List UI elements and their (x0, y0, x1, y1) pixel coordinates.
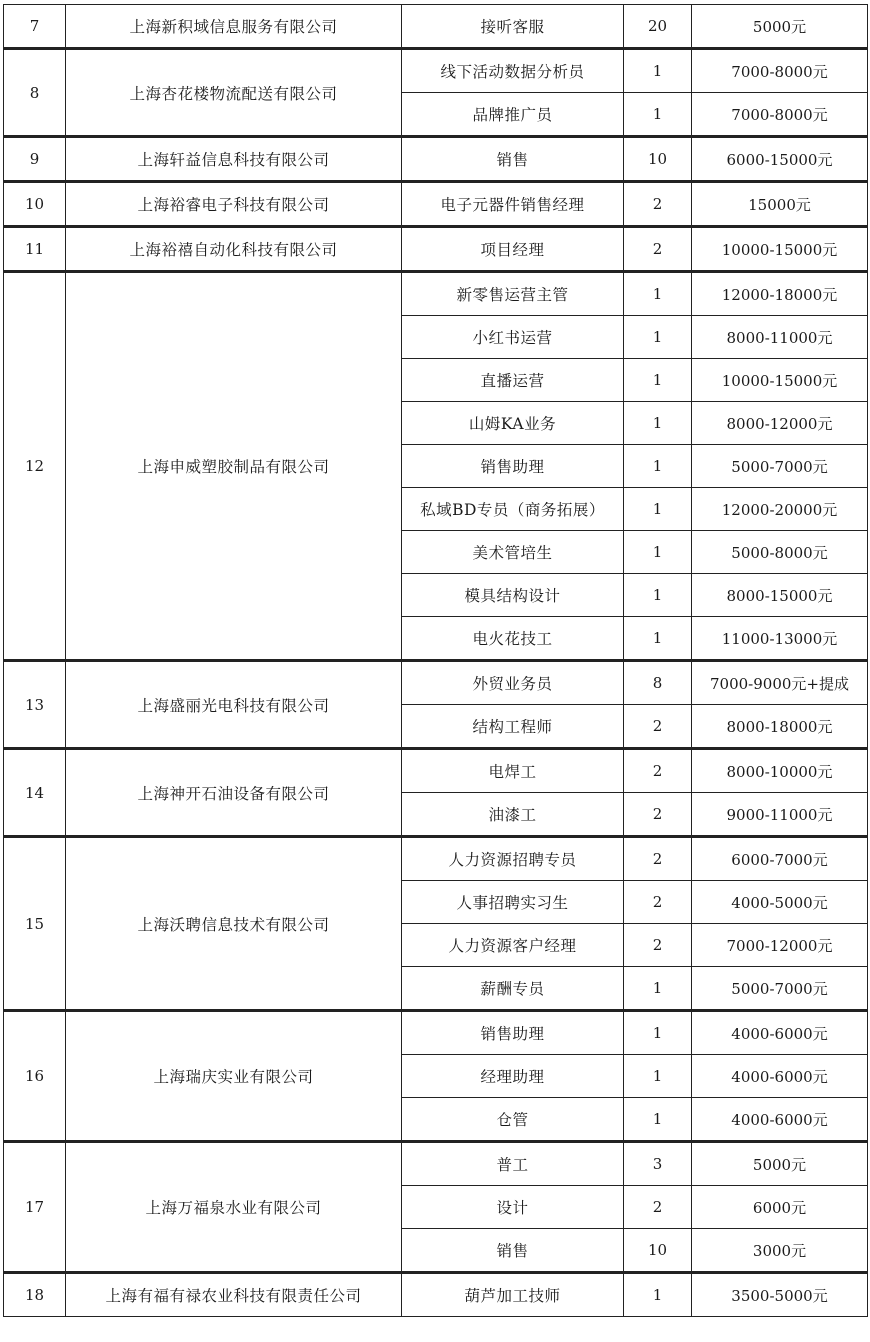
row-number: 8 (4, 49, 66, 137)
company-name: 上海沃聘信息技术有限公司 (66, 837, 402, 1011)
job-position: 人力资源招聘专员 (402, 837, 624, 881)
table-row (4, 137, 868, 182)
company-name: 上海轩益信息科技有限公司 (66, 137, 402, 182)
job-position: 新零售运营主管 (402, 272, 624, 316)
table-row (4, 5, 868, 49)
table-row (4, 1011, 868, 1055)
job-position: 线下活动数据分析员 (402, 49, 624, 93)
company-group (4, 837, 868, 1011)
company-group (4, 1011, 868, 1142)
job-headcount: 2 (624, 1186, 692, 1229)
row-number: 16 (4, 1011, 66, 1142)
job-salary: 12000-20000元 (692, 488, 868, 531)
table-row (4, 49, 868, 93)
company-group (4, 49, 868, 137)
row-number: 9 (4, 137, 66, 182)
job-headcount: 1 (624, 967, 692, 1011)
row-number: 12 (4, 272, 66, 661)
company-group (4, 227, 868, 272)
job-position: 销售 (402, 137, 624, 182)
job-headcount: 2 (624, 749, 692, 793)
job-salary: 10000-15000元 (692, 359, 868, 402)
job-salary: 12000-18000元 (692, 272, 868, 316)
row-number: 15 (4, 837, 66, 1011)
job-salary: 7000-8000元 (692, 93, 868, 137)
job-headcount: 1 (624, 617, 692, 661)
job-headcount: 2 (624, 705, 692, 749)
job-headcount: 1 (624, 272, 692, 316)
job-salary: 3500-5000元 (692, 1273, 868, 1317)
job-position: 人事招聘实习生 (402, 881, 624, 924)
job-salary: 5000-7000元 (692, 445, 868, 488)
job-position: 普工 (402, 1142, 624, 1186)
company-group (4, 749, 868, 837)
job-salary: 8000-15000元 (692, 574, 868, 617)
job-headcount: 2 (624, 837, 692, 881)
company-group (4, 1142, 868, 1273)
recruitment-table (3, 4, 868, 1317)
table-row (4, 227, 868, 272)
table-row (4, 182, 868, 227)
job-position: 直播运营 (402, 359, 624, 402)
job-salary: 4000-6000元 (692, 1055, 868, 1098)
table-row (4, 1142, 868, 1186)
row-number: 17 (4, 1142, 66, 1273)
job-salary: 4000-6000元 (692, 1011, 868, 1055)
job-salary: 15000元 (692, 182, 868, 227)
company-group (4, 5, 868, 49)
job-headcount: 8 (624, 661, 692, 705)
job-headcount: 2 (624, 881, 692, 924)
job-position: 销售助理 (402, 445, 624, 488)
job-salary: 11000-13000元 (692, 617, 868, 661)
job-salary: 6000-15000元 (692, 137, 868, 182)
job-salary: 3000元 (692, 1229, 868, 1273)
row-number: 7 (4, 5, 66, 49)
company-name: 上海万福泉水业有限公司 (66, 1142, 402, 1273)
job-headcount: 1 (624, 1098, 692, 1142)
job-position: 品牌推广员 (402, 93, 624, 137)
job-salary: 5000-8000元 (692, 531, 868, 574)
job-headcount: 10 (624, 1229, 692, 1273)
job-salary: 5000元 (692, 1142, 868, 1186)
job-position: 美术管培生 (402, 531, 624, 574)
job-position: 葫芦加工技师 (402, 1273, 624, 1317)
row-number: 18 (4, 1273, 66, 1317)
job-position: 销售 (402, 1229, 624, 1273)
job-salary: 7000-9000元+提成 (692, 661, 868, 705)
job-position: 结构工程师 (402, 705, 624, 749)
job-position: 私域BD专员（商务拓展） (402, 488, 624, 531)
job-headcount: 2 (624, 793, 692, 837)
job-position: 薪酬专员 (402, 967, 624, 1011)
table-row (4, 837, 868, 881)
job-headcount: 1 (624, 359, 692, 402)
job-position: 模具结构设计 (402, 574, 624, 617)
table-row (4, 1273, 868, 1317)
company-group (4, 272, 868, 661)
table-row (4, 749, 868, 793)
job-salary: 9000-11000元 (692, 793, 868, 837)
job-headcount: 1 (624, 316, 692, 359)
job-position: 销售助理 (402, 1011, 624, 1055)
job-position: 外贸业务员 (402, 661, 624, 705)
job-salary: 8000-11000元 (692, 316, 868, 359)
job-salary: 6000元 (692, 1186, 868, 1229)
job-position: 设计 (402, 1186, 624, 1229)
job-headcount: 1 (624, 1011, 692, 1055)
job-headcount: 1 (624, 1273, 692, 1317)
table-row (4, 272, 868, 316)
company-group (4, 661, 868, 749)
company-name: 上海裕禧自动化科技有限公司 (66, 227, 402, 272)
job-position: 电子元器件销售经理 (402, 182, 624, 227)
job-salary: 4000-6000元 (692, 1098, 868, 1142)
job-headcount: 20 (624, 5, 692, 49)
job-headcount: 2 (624, 227, 692, 272)
job-salary: 5000元 (692, 5, 868, 49)
job-headcount: 1 (624, 574, 692, 617)
job-headcount: 3 (624, 1142, 692, 1186)
job-salary: 10000-15000元 (692, 227, 868, 272)
job-headcount: 2 (624, 924, 692, 967)
job-position: 项目经理 (402, 227, 624, 272)
company-name: 上海盛丽光电科技有限公司 (66, 661, 402, 749)
job-position: 油漆工 (402, 793, 624, 837)
job-salary: 8000-10000元 (692, 749, 868, 793)
job-salary: 8000-18000元 (692, 705, 868, 749)
job-headcount: 1 (624, 488, 692, 531)
company-group (4, 137, 868, 182)
job-headcount: 1 (624, 445, 692, 488)
company-name: 上海有福有禄农业科技有限责任公司 (66, 1273, 402, 1317)
company-group (4, 1273, 868, 1317)
job-salary: 7000-8000元 (692, 49, 868, 93)
job-position: 经理助理 (402, 1055, 624, 1098)
job-position: 电火花技工 (402, 617, 624, 661)
job-headcount: 1 (624, 1055, 692, 1098)
job-position: 接听客服 (402, 5, 624, 49)
job-headcount: 1 (624, 402, 692, 445)
company-name: 上海杏花楼物流配送有限公司 (66, 49, 402, 137)
company-name: 上海新积域信息服务有限公司 (66, 5, 402, 49)
job-salary: 6000-7000元 (692, 837, 868, 881)
company-group (4, 182, 868, 227)
job-position: 人力资源客户经理 (402, 924, 624, 967)
job-headcount: 1 (624, 49, 692, 93)
job-position: 仓管 (402, 1098, 624, 1142)
job-headcount: 2 (624, 182, 692, 227)
job-salary: 4000-5000元 (692, 881, 868, 924)
row-number: 10 (4, 182, 66, 227)
job-salary: 7000-12000元 (692, 924, 868, 967)
job-position: 小红书运营 (402, 316, 624, 359)
company-name: 上海申威塑胶制品有限公司 (66, 272, 402, 661)
company-name: 上海瑞庆实业有限公司 (66, 1011, 402, 1142)
row-number: 13 (4, 661, 66, 749)
job-salary: 5000-7000元 (692, 967, 868, 1011)
company-name: 上海神开石油设备有限公司 (66, 749, 402, 837)
job-headcount: 1 (624, 531, 692, 574)
company-name: 上海裕睿电子科技有限公司 (66, 182, 402, 227)
job-headcount: 10 (624, 137, 692, 182)
table-row (4, 661, 868, 705)
job-position: 电焊工 (402, 749, 624, 793)
job-salary: 8000-12000元 (692, 402, 868, 445)
job-position: 山姆KA业务 (402, 402, 624, 445)
row-number: 14 (4, 749, 66, 837)
row-number: 11 (4, 227, 66, 272)
job-headcount: 1 (624, 93, 692, 137)
